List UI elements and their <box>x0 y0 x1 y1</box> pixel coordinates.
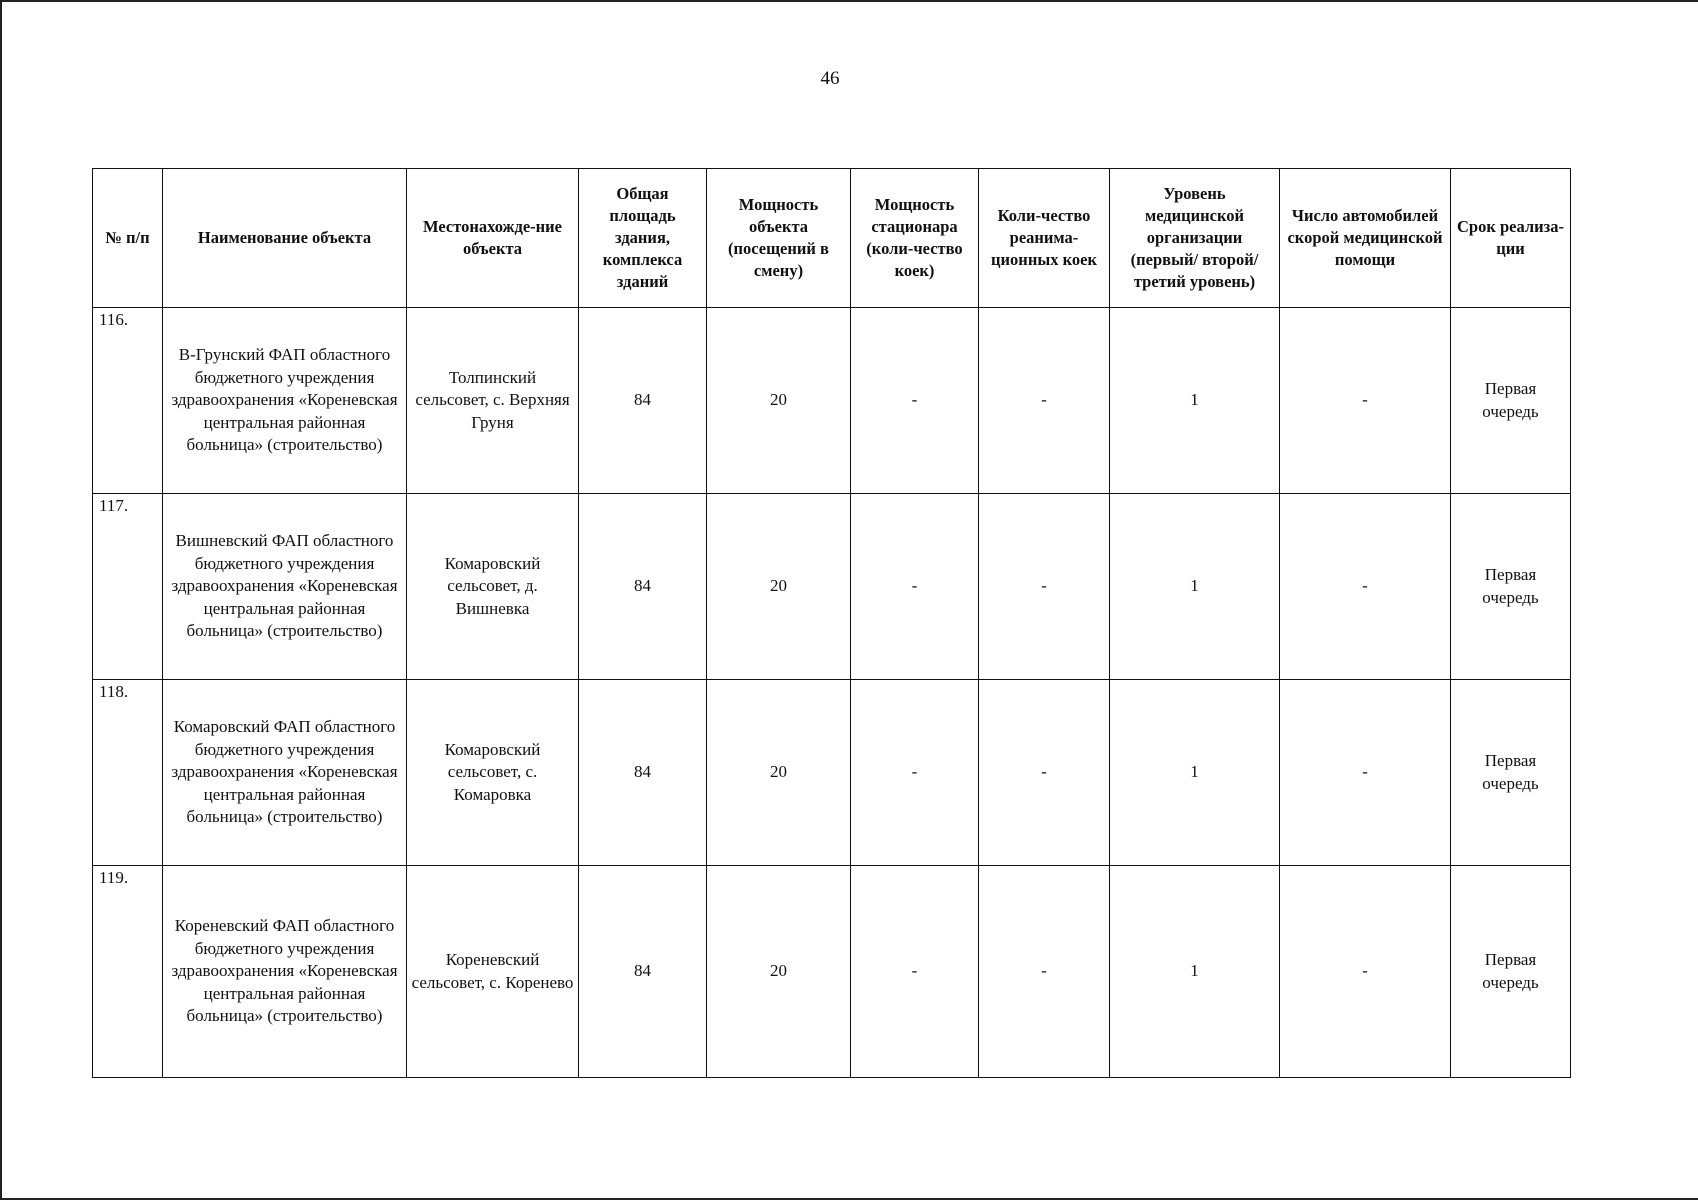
cell-total-area: 84 <box>579 494 707 680</box>
header-total-area: Общая площадь здания, комплекса зданий <box>579 169 707 308</box>
header-icu-beds: Коли-чество реанима-ционных коек <box>979 169 1110 308</box>
table-header-row <box>93 169 1571 308</box>
cell-capacity-visits: 20 <box>707 680 851 866</box>
cell-icu-beds: - <box>979 494 1110 680</box>
cell-capacity-visits: 20 <box>707 866 851 1078</box>
table-row <box>93 866 1571 1078</box>
table-row <box>93 494 1571 680</box>
header-organization-level: Уровень медицинской организации (первый/ второй/ третий уровень) <box>1110 169 1280 308</box>
cell-implementation-term: Первая очередь <box>1451 680 1571 866</box>
cell-number: 117. <box>93 494 163 680</box>
header-hospital-capacity: Мощность стационара (коли-чество коек) <box>851 169 979 308</box>
header-number: № п/п <box>93 169 163 308</box>
cell-hospital-capacity: - <box>851 866 979 1078</box>
cell-total-area: 84 <box>579 866 707 1078</box>
cell-icu-beds: - <box>979 308 1110 494</box>
cell-location: Комаровский сельсовет, с. Комаровка <box>407 680 579 866</box>
cell-object-name: Вишневский ФАП областного бюджетного учреждения здравоохранения «Кореневская центральная районная больница» (строительство) <box>163 494 407 680</box>
cell-object-name: Кореневский ФАП областного бюджетного учреждения здравоохранения «Кореневская центральная районная больница» (строительство) <box>163 866 407 1078</box>
cell-location: Кореневский сельсовет, с. Коренево <box>407 866 579 1078</box>
cell-number: 116. <box>93 308 163 494</box>
cell-ambulances: - <box>1280 308 1451 494</box>
header-location: Местонахожде-ние объекта <box>407 169 579 308</box>
cell-capacity-visits: 20 <box>707 308 851 494</box>
facilities-table <box>92 168 1571 1078</box>
scan-border-left <box>0 0 2 1200</box>
cell-organization-level: 1 <box>1110 494 1280 680</box>
cell-organization-level: 1 <box>1110 308 1280 494</box>
header-capacity-visits: Мощность объекта (посещений в смену) <box>707 169 851 308</box>
cell-ambulances: - <box>1280 680 1451 866</box>
cell-object-name: В-Грунский ФАП областного бюджетного учреждения здравоохранения «Кореневская центральная районная больница» (строительство) <box>163 308 407 494</box>
cell-organization-level: 1 <box>1110 866 1280 1078</box>
cell-icu-beds: - <box>979 680 1110 866</box>
cell-location: Толпинский сельсовет, с. Верхняя Груня <box>407 308 579 494</box>
cell-total-area: 84 <box>579 680 707 866</box>
table-row <box>93 308 1571 494</box>
cell-organization-level: 1 <box>1110 680 1280 866</box>
cell-icu-beds: - <box>979 866 1110 1078</box>
cell-ambulances: - <box>1280 866 1451 1078</box>
cell-hospital-capacity: - <box>851 494 979 680</box>
cell-total-area: 84 <box>579 308 707 494</box>
cell-hospital-capacity: - <box>851 680 979 866</box>
cell-object-name: Комаровский ФАП областного бюджетного учреждения здравоохранения «Кореневская центральная районная больница» (строительство) <box>163 680 407 866</box>
cell-capacity-visits: 20 <box>707 494 851 680</box>
cell-implementation-term: Первая очередь <box>1451 494 1571 680</box>
header-implementation-term: Срок реализа-ции <box>1451 169 1571 308</box>
cell-number: 118. <box>93 680 163 866</box>
cell-ambulances: - <box>1280 494 1451 680</box>
scan-border-top <box>0 0 1698 2</box>
cell-location: Комаровский сельсовет, д. Вишневка <box>407 494 579 680</box>
cell-implementation-term: Первая очередь <box>1451 308 1571 494</box>
cell-hospital-capacity: - <box>851 308 979 494</box>
page-number: 46 <box>820 68 840 89</box>
header-ambulances: Число автомобилей скорой медицинской помощи <box>1280 169 1451 308</box>
cell-implementation-term: Первая очередь <box>1451 866 1571 1078</box>
header-object-name: Наименование объекта <box>163 169 407 308</box>
table-row <box>93 680 1571 866</box>
cell-number: 119. <box>93 866 163 1078</box>
